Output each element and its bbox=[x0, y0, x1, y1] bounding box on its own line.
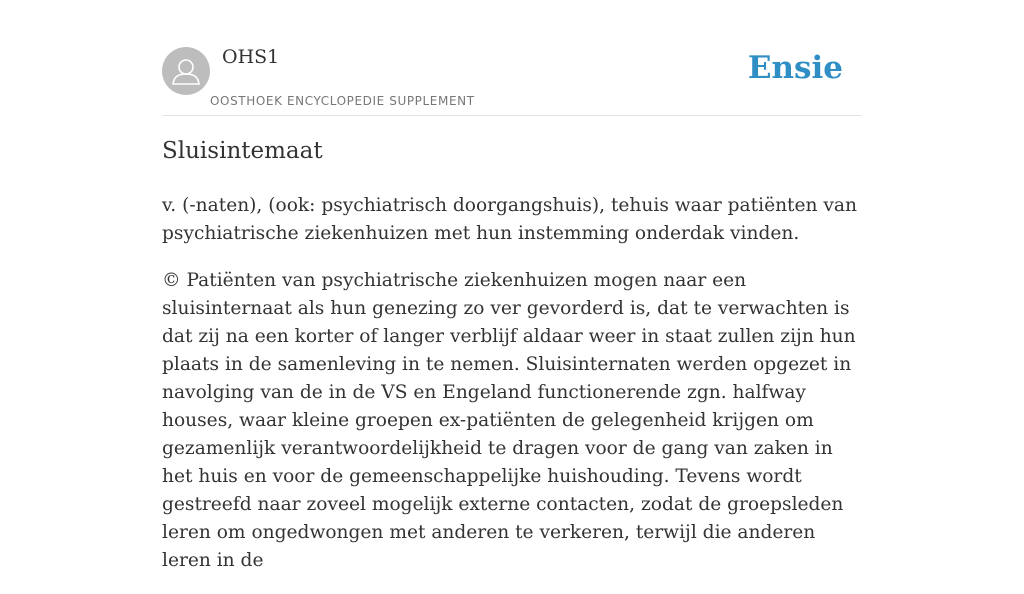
brand-logo[interactable]: Ensie bbox=[747, 50, 843, 86]
article-paragraph: v. (-naten), (ook: psychiatrisch doorgangshuis), tehuis waar patiënten van psychiatrische ziekenhuizen met hun instemming onderdak vinden. bbox=[162, 195, 857, 244]
divider bbox=[162, 115, 862, 116]
source-code-link[interactable]: OHS1 bbox=[222, 46, 280, 68]
article-title: Sluisintemaat bbox=[162, 138, 323, 164]
article-paragraph: © Patiënten van psychiatrische ziekenhuizen mogen naar een sluisinternaat als hun genezing zo ver gevorderd is, dat te verwachten is dat zij na een korter of langer verblijf aldaar weer in staat zullen zijn hun plaats in de samenleving in te nemen. Sluisinternaten werden opgezet in navolging van de in de VS en Engeland functionerende zgn. halfway houses, waar kleine groepen ex-patiënten de gelegenheid krijgen om gezamenlijk verantwoordelijkheid te dragen voor de gang van zaken in het huis en voor de gemeenschappelijke huishouding. Tevens wordt gestreefd naar zoveel mogelijk externe contacten, zodat de groepsleden leren om ongedwongen met anderen te verkeren, terwijl die anderen leren in de bbox=[162, 270, 856, 571]
user-icon bbox=[162, 47, 210, 95]
source-header bbox=[162, 46, 862, 116]
article-body bbox=[162, 192, 862, 594]
avatar[interactable] bbox=[162, 47, 210, 95]
source-name: OOSTHOEK ENCYCLOPEDIE SUPPLEMENT bbox=[210, 94, 475, 108]
